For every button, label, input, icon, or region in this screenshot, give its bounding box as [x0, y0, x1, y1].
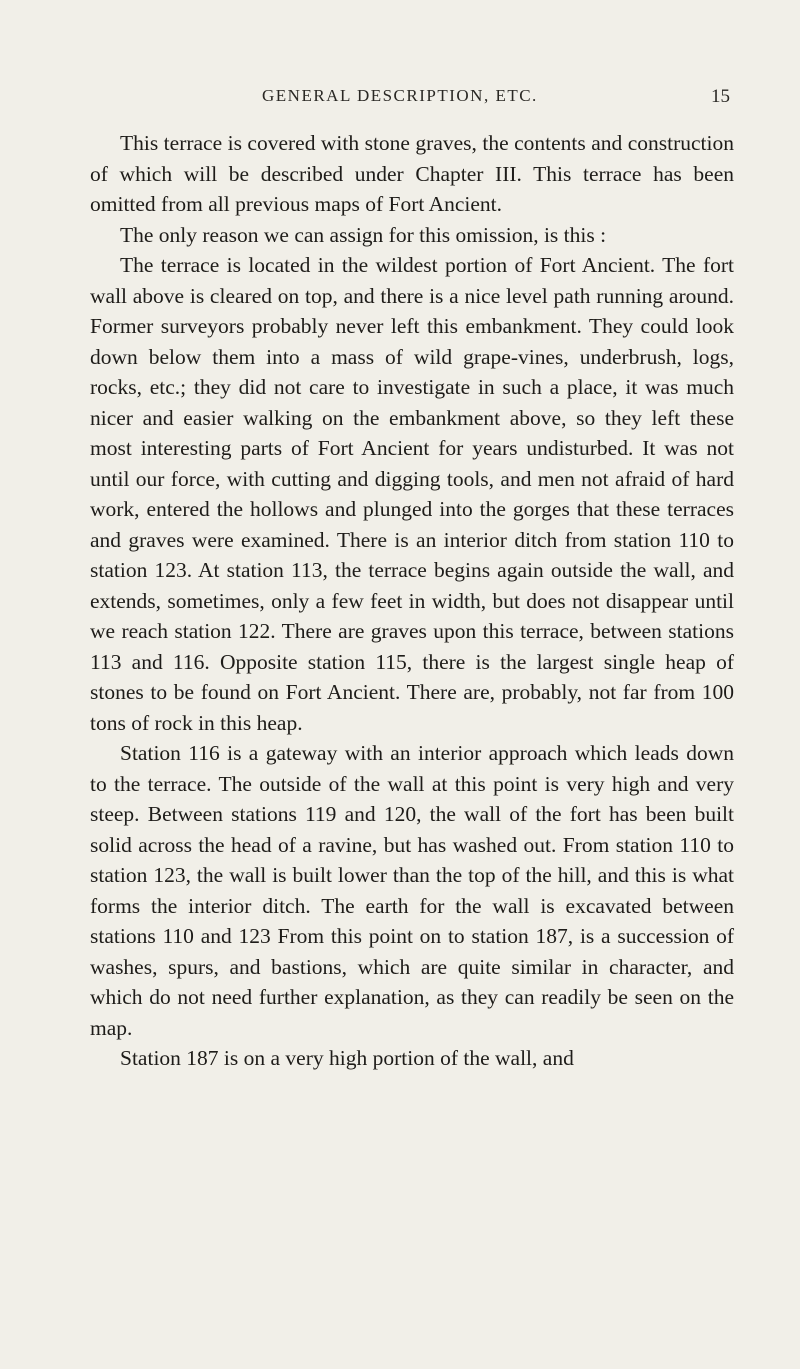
running-header	[90, 86, 730, 116]
paragraph: The terrace is located in the wildest portion of Fort Ancient. The fort wall above is cleared on top, and there is a nice level path running around. Former surveyors probably never left this embankment. They could look down below them into a mass of wild grape-vines, underbrush, logs, rocks, etc.; they did not care to investigate in such a place, it was much nicer and easier walking on the embankment above, so they left these most interesting parts of Fort Ancient for years undisturbed. It was not until our force, with cutting and digging tools, and men not afraid of hard work, entered the hollows and plunged into the gorges that these terraces and graves were examined. There is an interior ditch from station 110 to station 123. At station 113, the terrace begins again outside the wall, and extends, sometimes, only a few feet in width, but does not disappear until we reach station 122. There are graves upon this terrace, between stations 113 and 116. Opposite station 115, there is the largest single heap of stones to be found on Fort Ancient. There are, probably, not far from 100 tons of rock in this heap.	[90, 253, 734, 735]
body-text	[90, 128, 734, 1074]
paragraph: Station 187 is on a very high portion of the wall, and	[120, 1046, 574, 1070]
paragraph: Station 116 is a gateway with an interior approach which leads down to the terrace. The outside of the wall at this point is very high and very steep. Between stations 119 and 120, the wall of the fort has been built solid across the head of a ravine, but has washed out. From station 110 to station 123, the wall is built lower than the top of the hill, and this is what forms the interior ditch. The earth for the wall is excavated between stations 110 and 123 From this point on to station 187, is a succession of washes, spurs, and bastions, which are quite similar in character, and which do not need further explanation, as they can readily be seen on the map.	[90, 741, 734, 1040]
running-title: GENERAL DESCRIPTION, ETC.	[262, 86, 538, 105]
paragraph: The only reason we can assign for this omission, is this :	[120, 222, 607, 247]
paragraph: This terrace is covered with stone graves, the contents and construction of which will be described under Chapter III. This terrace has been omitted from all previous maps of Fort Ancient.	[90, 131, 734, 216]
page-number: 15	[711, 86, 730, 107]
